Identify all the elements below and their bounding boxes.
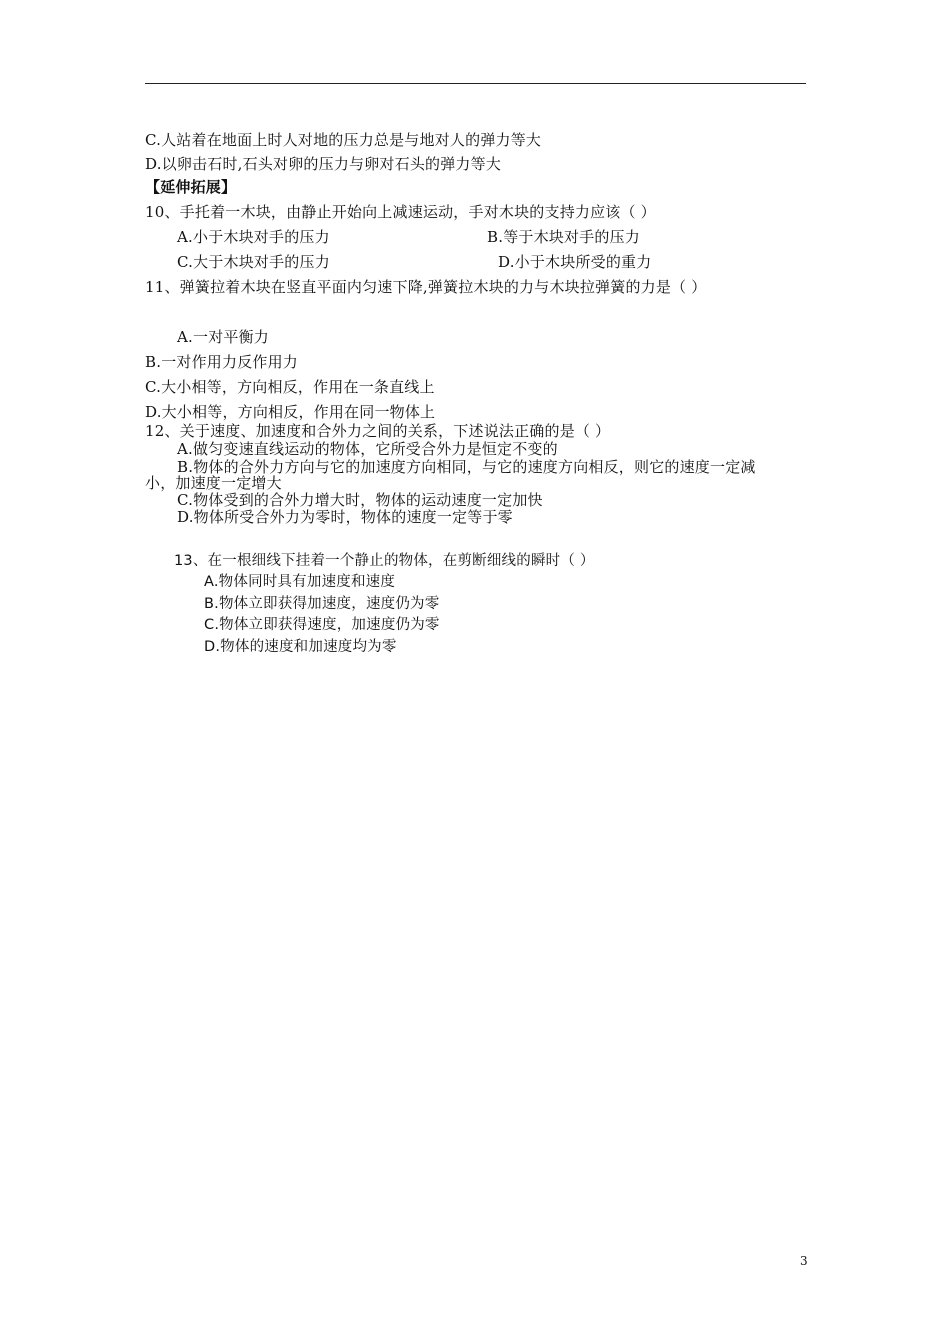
q12-option-d: D.物体所受合外力为零时，物体的速度一定等于零 (177, 508, 513, 526)
q11-option-c: C.大小相等，方向相反，作用在一条直线上 (145, 378, 435, 396)
option-d-previous: D.以卵击石时,石头对卵的压力与卵对石头的弹力等大 (145, 155, 502, 173)
header-rule (145, 83, 806, 84)
section-heading: 【延伸拓展】 (145, 178, 237, 196)
page-number: 3 (800, 1254, 808, 1268)
question-12: 12、关于速度、加速度和合外力之间的关系，下述说法正确的是（ ） (145, 422, 611, 440)
q12-option-c: C.物体受到的合外力增大时，物体的运动速度一定加快 (177, 491, 543, 509)
q13-option-a: A.物体同时具有加速度和速度 (204, 574, 396, 590)
q12-option-a: A.做匀变速直线运动的物体，它所受合外力是恒定不变的 (177, 440, 558, 458)
q10-option-a: A.小于木块对手的压力 (177, 228, 330, 246)
q11-option-d: D.大小相等，方向相反，作用在同一物体上 (145, 403, 436, 421)
q13-option-d: D.物体的速度和加速度均为零 (204, 639, 397, 655)
q10-option-d: D.小于木块所受的重力 (498, 253, 652, 271)
question-13: 13、在一根细线下挂着一个静止的物体，在剪断细线的瞬时（ ） (174, 553, 595, 569)
q13-option-b: B.物体立即获得加速度，速度仍为零 (204, 596, 440, 612)
question-10: 10、手托着一木块，由静止开始向上减速运动，手对木块的支持力应该（ ） (145, 203, 656, 221)
q13-option-c: C.物体立即获得速度，加速度仍为零 (204, 617, 440, 633)
option-c-previous: C.人站着在地面上时人对地的压力总是与地对人的弹力等大 (145, 131, 542, 149)
q12-option-b-continued: 小，加速度一定增大 (145, 474, 282, 492)
q12-option-b: B.物体的合外力方向与它的加速度方向相同，与它的速度方向相反，则它的速度一定减 (177, 458, 756, 476)
q10-option-c: C.大于木块对手的压力 (177, 253, 330, 271)
q11-option-b: B.一对作用力反作用力 (145, 353, 298, 371)
question-11: 11、弹簧拉着木块在竖直平面内匀速下降,弹簧拉木块的力与木块拉弹簧的力是（ ） (145, 278, 707, 296)
q11-option-a: A.一对平衡力 (177, 328, 270, 346)
q10-option-b: B.等于木块对手的压力 (487, 228, 640, 246)
